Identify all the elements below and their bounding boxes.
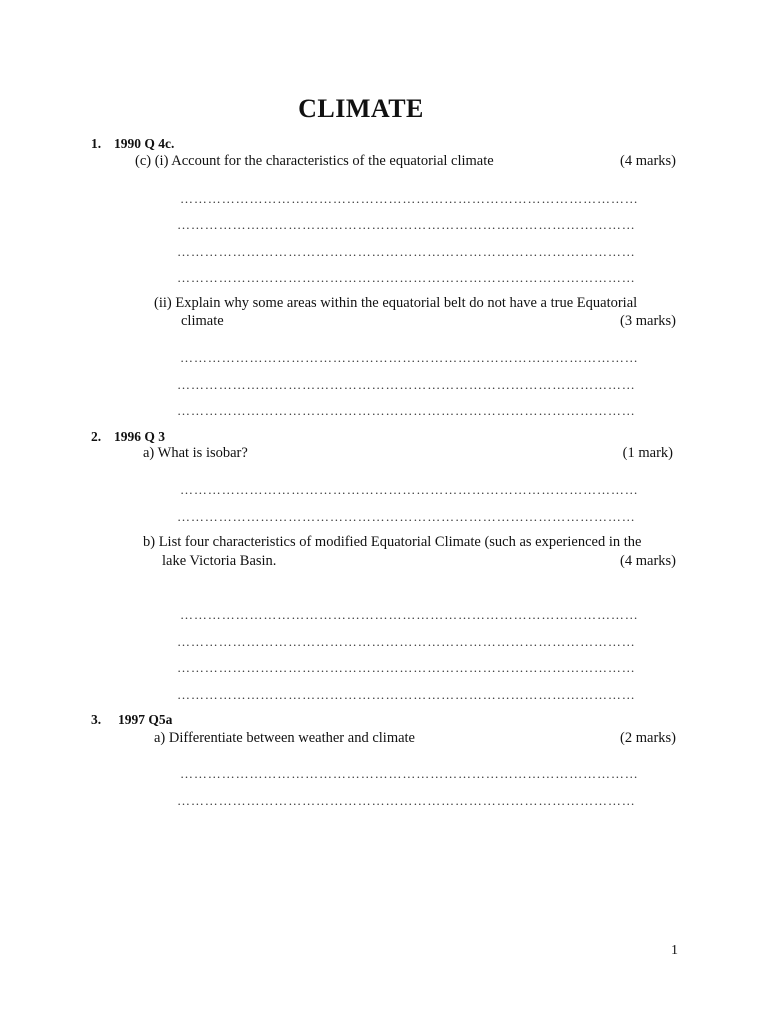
answer-line: ……………………………………………………………………………………… [177,377,636,392]
question-1-part-c-i-text: (c) (i) Account for the characteristics of the equatorial climate [135,153,494,169]
question-1-part-ii-text-line2: climate [181,313,224,329]
answer-line: ……………………………………………………………………………………… [177,793,636,808]
question-3-part-a-text: a) Differentiate between weather and climate [154,730,415,746]
answer-line: ……………………………………………………………………………………… [180,607,639,622]
question-2-part-b-text: b) List four characteristics of modified Equatorial Climate (such as experienced in the [143,534,642,550]
answer-line: ……………………………………………………………………………………… [180,766,639,781]
question-1-part-ii-marks: (3 marks) [620,313,676,329]
question-2-part-a-marks: (1 mark) [622,445,673,461]
answer-line: ……………………………………………………………………………………… [177,509,636,524]
question-1-heading: 1990 Q 4c. [114,136,175,151]
question-2-part-b-text-line2: lake Victoria Basin. [162,553,277,569]
answer-line: ……………………………………………………………………………………… [177,634,636,649]
answer-line: ……………………………………………………………………………………… [177,660,636,675]
answer-line: ……………………………………………………………………………………… [177,244,636,259]
question-1-part-ii-text: (ii) Explain why some areas within the equatorial belt do not have a true Equatorial [154,295,638,311]
answer-line: ……………………………………………………………………………………… [177,217,636,232]
answer-line: ……………………………………………………………………………………… [180,482,639,497]
answer-line: ……………………………………………………………………………………… [177,403,636,418]
question-1-number: 1. [91,136,102,151]
question-2-part-a-text: a) What is isobar? [143,445,248,461]
question-2-part-b-marks: (4 marks) [620,553,676,569]
page-title: CLIMATE [298,94,424,123]
answer-line: ……………………………………………………………………………………… [177,687,636,702]
answer-line: ……………………………………………………………………………………… [180,350,639,365]
question-2-number: 2. [91,429,102,444]
question-2-heading: 1996 Q 3 [114,429,166,444]
question-3-heading: 1997 Q5a [118,712,173,727]
question-1-part-c-i-marks: (4 marks) [620,153,676,169]
answer-line: ……………………………………………………………………………………… [177,270,636,285]
question-3-number: 3. [91,712,102,727]
answer-line: ……………………………………………………………………………………… [180,191,639,206]
page-number: 1 [671,943,678,958]
question-3-part-a-marks: (2 marks) [620,730,676,746]
